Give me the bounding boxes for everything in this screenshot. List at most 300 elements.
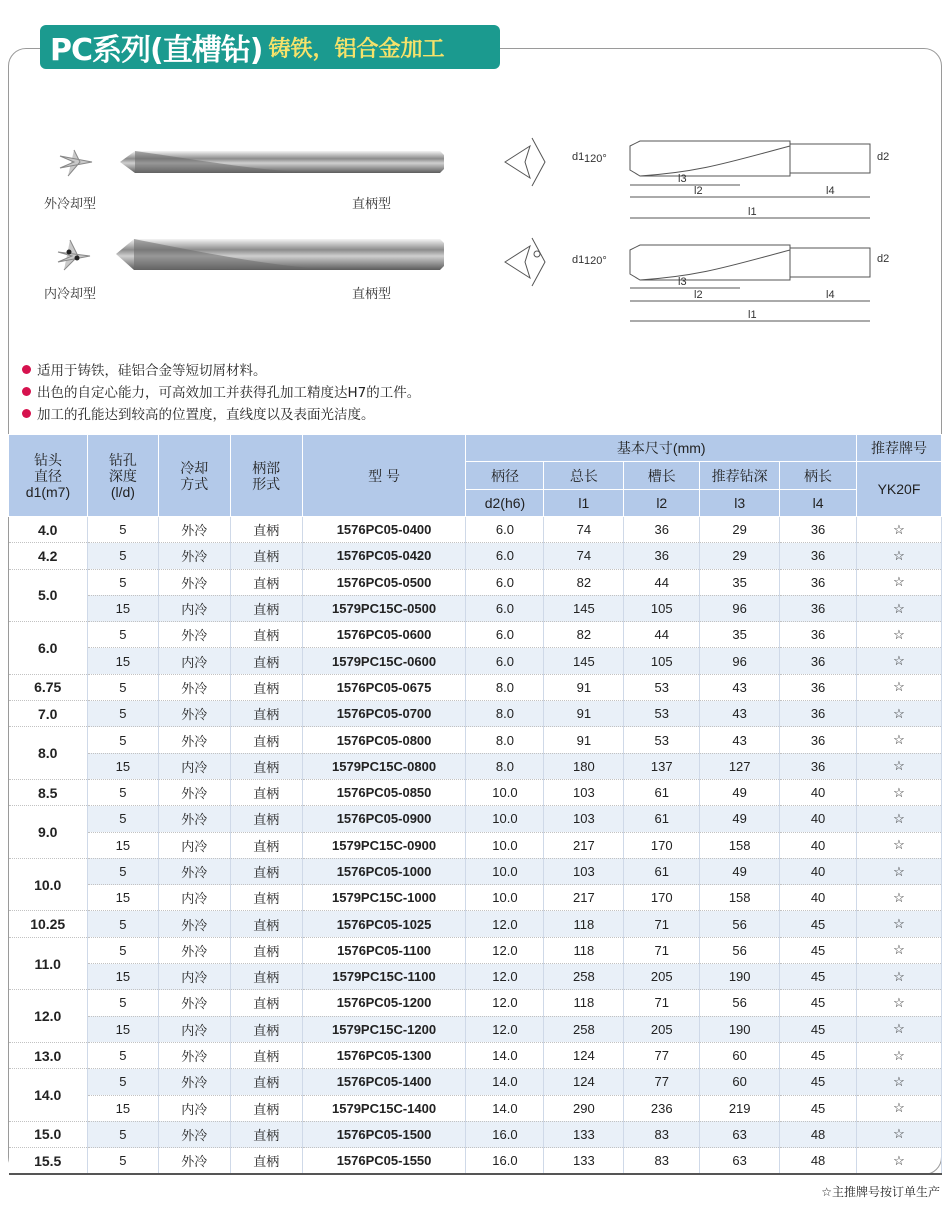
table-cell: 1576PC05-0700: [302, 701, 466, 727]
table-cell: 36: [780, 517, 857, 543]
table-cell: 外冷: [158, 517, 230, 543]
cell-diameter: 10.25: [9, 911, 88, 937]
table-cell: ☆: [857, 937, 942, 963]
cell-diameter: 4.0: [9, 517, 88, 543]
table-cell: 96: [700, 648, 780, 674]
title-main: PC系列(直槽钻): [50, 33, 263, 68]
table-cell: 170: [624, 832, 700, 858]
table-cell: 1576PC05-1400: [302, 1069, 466, 1095]
table-cell: 直柄: [230, 569, 302, 595]
dim-l4-1: l4: [826, 185, 835, 197]
table-cell: 53: [624, 727, 700, 753]
table-cell: 5: [87, 990, 158, 1016]
table-row: [9, 569, 942, 595]
table-cell: 5: [87, 1069, 158, 1095]
table-cell: 外冷: [158, 622, 230, 648]
feature-list: [22, 358, 420, 424]
table-cell: 外冷: [158, 1042, 230, 1068]
title-sub: 铸铁，铝合金加工: [268, 36, 445, 62]
table-row: [9, 1069, 942, 1095]
cell-diameter: 15.0: [9, 1121, 88, 1147]
table-cell: 40: [780, 806, 857, 832]
cell-diameter: 12.0: [9, 990, 88, 1043]
table-cell: 29: [700, 517, 780, 543]
table-cell: 15: [87, 753, 158, 779]
table-cell: ☆: [857, 832, 942, 858]
dim-angle-1: 120°: [584, 153, 607, 165]
table-cell: 外冷: [158, 937, 230, 963]
table-cell: 133: [544, 1121, 624, 1147]
col-l1: l1: [544, 490, 624, 517]
straight-shank-label-1: 直柄型: [352, 197, 392, 212]
table-cell: 14.0: [466, 1042, 544, 1068]
table-row: [9, 1121, 942, 1147]
table-row: [9, 858, 942, 884]
table-cell: 6.0: [466, 648, 544, 674]
cell-diameter: 8.0: [9, 727, 88, 780]
col-shank-len: 柄长: [780, 462, 857, 490]
product-illustrations: [0, 0, 950, 350]
table-cell: ☆: [857, 543, 942, 569]
table-cell: 35: [700, 622, 780, 648]
table-cell: 36: [780, 753, 857, 779]
table-cell: 158: [700, 832, 780, 858]
table-row: [9, 701, 942, 727]
table-cell: 40: [780, 858, 857, 884]
table-cell: ☆: [857, 806, 942, 832]
table-cell: 外冷: [158, 727, 230, 753]
table-cell: 45: [780, 964, 857, 990]
table-row: [9, 1016, 942, 1042]
table-cell: 63: [700, 1121, 780, 1147]
table-cell: 45: [780, 937, 857, 963]
tip-icon-external: [60, 150, 92, 176]
table-cell: 1576PC05-0675: [302, 674, 466, 700]
col-cooling: 冷却 方式: [158, 435, 230, 517]
table-cell: 直柄: [230, 753, 302, 779]
table-cell: 1576PC05-1100: [302, 937, 466, 963]
table-cell: 40: [780, 832, 857, 858]
table-cell: 91: [544, 674, 624, 700]
table-cell: 1579PC15C-0800: [302, 753, 466, 779]
table-cell: 83: [624, 1148, 700, 1174]
table-cell: ☆: [857, 753, 942, 779]
table-cell: 124: [544, 1042, 624, 1068]
table-cell: 145: [544, 648, 624, 674]
col-d2: d2(h6): [466, 490, 544, 517]
cell-diameter: 15.5: [9, 1148, 88, 1174]
table-cell: 205: [624, 964, 700, 990]
table-cell: 12.0: [466, 937, 544, 963]
table-cell: 1579PC15C-0900: [302, 832, 466, 858]
table-cell: 170: [624, 885, 700, 911]
table-row: [9, 806, 942, 832]
table-cell: ☆: [857, 885, 942, 911]
table-cell: 直柄: [230, 1016, 302, 1042]
table-cell: 1576PC05-1200: [302, 990, 466, 1016]
table-cell: 45: [780, 911, 857, 937]
table-cell: 5: [87, 806, 158, 832]
col-shank: 柄部 形式: [230, 435, 302, 517]
col-total-len: 总长: [544, 462, 624, 490]
dim-angle-2: 120°: [584, 255, 607, 267]
cell-diameter: 4.2: [9, 543, 88, 569]
table-cell: 直柄: [230, 832, 302, 858]
table-cell: 1576PC05-1025: [302, 911, 466, 937]
cell-diameter: 10.0: [9, 858, 88, 911]
table-cell: 12.0: [466, 1016, 544, 1042]
table-cell: 内冷: [158, 753, 230, 779]
table-row: [9, 779, 942, 805]
table-cell: 外冷: [158, 990, 230, 1016]
table-cell: 6.0: [466, 595, 544, 621]
table-cell: 36: [624, 543, 700, 569]
table-cell: 61: [624, 858, 700, 884]
table-cell: 5: [87, 937, 158, 963]
table-cell: 48: [780, 1148, 857, 1174]
col-group-dimensions: 基本尺寸(mm): [466, 435, 857, 462]
table-cell: ☆: [857, 701, 942, 727]
table-cell: 5: [87, 858, 158, 884]
table-cell: ☆: [857, 911, 942, 937]
table-cell: 61: [624, 779, 700, 805]
table-cell: 16.0: [466, 1121, 544, 1147]
table-cell: 10.0: [466, 858, 544, 884]
table-cell: 258: [544, 1016, 624, 1042]
table-cell: 5: [87, 701, 158, 727]
table-cell: 43: [700, 727, 780, 753]
table-cell: 15: [87, 1016, 158, 1042]
dim-l1-2: l1: [748, 309, 757, 321]
table-cell: 1579PC15C-1200: [302, 1016, 466, 1042]
table-cell: 44: [624, 622, 700, 648]
table-cell: 15: [87, 1095, 158, 1121]
table-cell: 43: [700, 701, 780, 727]
table-cell: 290: [544, 1095, 624, 1121]
table-cell: 133: [544, 1148, 624, 1174]
table-cell: 内冷: [158, 1016, 230, 1042]
col-model: 型 号: [302, 435, 466, 517]
table-cell: 5: [87, 1042, 158, 1068]
table-cell: 1576PC05-0800: [302, 727, 466, 753]
table-cell: 77: [624, 1069, 700, 1095]
table-row: [9, 543, 942, 569]
dim-d2-1: d2: [877, 151, 890, 163]
table-cell: 36: [780, 674, 857, 700]
table-cell: 56: [700, 937, 780, 963]
table-cell: 14.0: [466, 1069, 544, 1095]
dim-l3-2: l3: [678, 276, 687, 288]
table-cell: 35: [700, 569, 780, 595]
dim-l1-1: l1: [748, 206, 757, 218]
feature-item: 出色的自定心能力，可高效加工并获得孔加工精度达H7的工件。: [22, 380, 420, 402]
dim-d2-2: d2: [877, 253, 890, 265]
table-cell: 10.0: [466, 832, 544, 858]
table-cell: 8.0: [466, 753, 544, 779]
table-cell: 直柄: [230, 1095, 302, 1121]
table-cell: 直柄: [230, 1069, 302, 1095]
table-cell: 12.0: [466, 990, 544, 1016]
table-row: [9, 1042, 942, 1068]
table-cell: 158: [700, 885, 780, 911]
table-cell: ☆: [857, 622, 942, 648]
table-cell: 1576PC05-1000: [302, 858, 466, 884]
table-cell: 12.0: [466, 911, 544, 937]
col-l3: l3: [700, 490, 780, 517]
table-cell: 103: [544, 858, 624, 884]
table-row: [9, 595, 942, 621]
table-cell: 外冷: [158, 1121, 230, 1147]
table-row: [9, 911, 942, 937]
table-cell: 91: [544, 727, 624, 753]
dim-l4-2: l4: [826, 289, 835, 301]
table-cell: 直柄: [230, 964, 302, 990]
table-cell: 直柄: [230, 937, 302, 963]
table-cell: 6.0: [466, 543, 544, 569]
table-cell: ☆: [857, 1042, 942, 1068]
table-row: [9, 674, 942, 700]
col-rec-depth: 推荐钻深: [700, 462, 780, 490]
table-cell: 74: [544, 543, 624, 569]
table-row: [9, 964, 942, 990]
table-cell: 5: [87, 727, 158, 753]
table-cell: 直柄: [230, 543, 302, 569]
table-cell: 1579PC15C-1000: [302, 885, 466, 911]
table-cell: 内冷: [158, 648, 230, 674]
cell-diameter: 7.0: [9, 701, 88, 727]
table-cell: ☆: [857, 674, 942, 700]
table-cell: 1576PC05-1500: [302, 1121, 466, 1147]
table-cell: 内冷: [158, 595, 230, 621]
table-cell: 49: [700, 806, 780, 832]
table-cell: 45: [780, 1095, 857, 1121]
footnote: ☆主推牌号按订单生产: [821, 1185, 940, 1199]
table-cell: 36: [780, 569, 857, 595]
table-cell: 直柄: [230, 858, 302, 884]
table-cell: 45: [780, 990, 857, 1016]
cell-diameter: 5.0: [9, 569, 88, 622]
table-cell: 40: [780, 779, 857, 805]
table-cell: 外冷: [158, 911, 230, 937]
table-cell: 49: [700, 858, 780, 884]
table-cell: 1576PC05-0400: [302, 517, 466, 543]
table-cell: ☆: [857, 779, 942, 805]
table-cell: 96: [700, 595, 780, 621]
table-row: [9, 937, 942, 963]
cell-diameter: 8.5: [9, 779, 88, 805]
table-cell: ☆: [857, 648, 942, 674]
table-cell: 外冷: [158, 1148, 230, 1174]
table-cell: 外冷: [158, 1069, 230, 1095]
table-cell: 1579PC15C-1100: [302, 964, 466, 990]
table-cell: 217: [544, 832, 624, 858]
drawing-internal: [505, 238, 870, 321]
external-cooling-label: 外冷却型: [44, 197, 97, 212]
table-cell: 91: [544, 701, 624, 727]
table-cell: 12.0: [466, 964, 544, 990]
table-cell: 8.0: [466, 674, 544, 700]
table-cell: 63: [700, 1148, 780, 1174]
table-cell: 124: [544, 1069, 624, 1095]
table-cell: 82: [544, 622, 624, 648]
table-cell: 1579PC15C-1400: [302, 1095, 466, 1121]
drawing-external: [505, 138, 870, 218]
table-cell: 15: [87, 885, 158, 911]
col-grade: YK20F: [857, 462, 942, 517]
table-cell: 105: [624, 648, 700, 674]
table-row: [9, 990, 942, 1016]
drill-image-external: [120, 151, 444, 173]
table-cell: 5: [87, 543, 158, 569]
table-cell: 118: [544, 911, 624, 937]
table-row: [9, 753, 942, 779]
table-cell: ☆: [857, 517, 942, 543]
table-cell: 45: [780, 1042, 857, 1068]
table-cell: 36: [780, 622, 857, 648]
table-cell: 8.0: [466, 701, 544, 727]
table-cell: 5: [87, 517, 158, 543]
table-row: [9, 1148, 942, 1174]
table-cell: ☆: [857, 964, 942, 990]
table-cell: 71: [624, 937, 700, 963]
table-cell: 15: [87, 648, 158, 674]
table-cell: 直柄: [230, 517, 302, 543]
table-cell: 103: [544, 806, 624, 832]
internal-cooling-label: 内冷却型: [44, 287, 97, 302]
table-cell: 205: [624, 1016, 700, 1042]
col-l4: l4: [780, 490, 857, 517]
table-cell: 5: [87, 1148, 158, 1174]
table-cell: 直柄: [230, 1121, 302, 1147]
table-cell: 36: [780, 701, 857, 727]
table-cell: ☆: [857, 1095, 942, 1121]
col-depth: 钻孔 深度 (l/d): [87, 435, 158, 517]
table-cell: 74: [544, 517, 624, 543]
table-cell: 49: [700, 779, 780, 805]
table-cell: ☆: [857, 1121, 942, 1147]
table-cell: 36: [780, 543, 857, 569]
table-cell: 内冷: [158, 885, 230, 911]
table-cell: 71: [624, 911, 700, 937]
table-cell: ☆: [857, 1148, 942, 1174]
table-cell: 直柄: [230, 1148, 302, 1174]
table-row: [9, 517, 942, 543]
table-cell: ☆: [857, 990, 942, 1016]
table-cell: 145: [544, 595, 624, 621]
table-cell: 56: [700, 990, 780, 1016]
table-cell: 内冷: [158, 964, 230, 990]
table-row: [9, 648, 942, 674]
table-cell: 外冷: [158, 543, 230, 569]
table-cell: 直柄: [230, 779, 302, 805]
dim-l3-1: l3: [678, 173, 687, 185]
table-cell: 15: [87, 964, 158, 990]
table-cell: 103: [544, 779, 624, 805]
table-cell: 36: [624, 517, 700, 543]
col-diameter: 钻头 直径 d1(m7): [9, 435, 88, 517]
table-cell: 36: [780, 648, 857, 674]
table-cell: 直柄: [230, 622, 302, 648]
table-cell: 1576PC05-0900: [302, 806, 466, 832]
table-cell: 1576PC05-0500: [302, 569, 466, 595]
cell-diameter: 6.0: [9, 622, 88, 675]
table-cell: 48: [780, 1121, 857, 1147]
table-cell: 直柄: [230, 806, 302, 832]
table-cell: 5: [87, 569, 158, 595]
table-cell: 258: [544, 964, 624, 990]
table-cell: 8.0: [466, 727, 544, 753]
cell-diameter: 11.0: [9, 937, 88, 990]
cell-diameter: 13.0: [9, 1042, 88, 1068]
tip-icon-internal: [58, 240, 90, 270]
table-cell: 43: [700, 674, 780, 700]
table-cell: 外冷: [158, 806, 230, 832]
table-cell: 1576PC05-0420: [302, 543, 466, 569]
table-cell: 40: [780, 885, 857, 911]
table-cell: 直柄: [230, 595, 302, 621]
table-cell: 82: [544, 569, 624, 595]
table-cell: 36: [780, 727, 857, 753]
table-cell: 外冷: [158, 858, 230, 884]
table-cell: 5: [87, 1121, 158, 1147]
feature-item: 加工的孔能达到较高的位置度，直线度以及表面光洁度。: [22, 402, 420, 424]
dim-d1-1: d1: [572, 151, 585, 163]
table-cell: 内冷: [158, 1095, 230, 1121]
col-grade-title: 推荐牌号: [857, 435, 942, 462]
table-cell: 118: [544, 937, 624, 963]
col-shank-dia: 柄径: [466, 462, 544, 490]
table-cell: 10.0: [466, 885, 544, 911]
table-cell: 53: [624, 701, 700, 727]
table-row: [9, 885, 942, 911]
table-cell: ☆: [857, 1016, 942, 1042]
table-cell: 53: [624, 674, 700, 700]
table-cell: ☆: [857, 727, 942, 753]
table-cell: 16.0: [466, 1148, 544, 1174]
straight-shank-label-2: 直柄型: [352, 287, 392, 302]
table-cell: 44: [624, 569, 700, 595]
table-cell: 36: [780, 595, 857, 621]
table-cell: 1576PC05-1300: [302, 1042, 466, 1068]
table-cell: 5: [87, 911, 158, 937]
cell-diameter: 9.0: [9, 806, 88, 859]
table-cell: 直柄: [230, 885, 302, 911]
drill-image-internal: [116, 239, 444, 270]
table-cell: 内冷: [158, 832, 230, 858]
table-cell: 5: [87, 622, 158, 648]
table-cell: 10.0: [466, 806, 544, 832]
table-cell: 外冷: [158, 701, 230, 727]
table-cell: ☆: [857, 858, 942, 884]
table-cell: 71: [624, 990, 700, 1016]
table-cell: 6.0: [466, 622, 544, 648]
table-cell: 45: [780, 1016, 857, 1042]
table-cell: 外冷: [158, 569, 230, 595]
table-row: [9, 622, 942, 648]
feature-item: 适用于铸铁，硅铝合金等短切屑材料。: [22, 358, 420, 380]
table-cell: 118: [544, 990, 624, 1016]
table-cell: 6.0: [466, 569, 544, 595]
table-cell: ☆: [857, 569, 942, 595]
table-cell: 180: [544, 753, 624, 779]
table-cell: 236: [624, 1095, 700, 1121]
table-cell: ☆: [857, 1069, 942, 1095]
table-cell: 直柄: [230, 701, 302, 727]
dim-l2-2: l2: [694, 289, 703, 301]
table-cell: 外冷: [158, 674, 230, 700]
table-cell: 190: [700, 1016, 780, 1042]
table-cell: 60: [700, 1042, 780, 1068]
